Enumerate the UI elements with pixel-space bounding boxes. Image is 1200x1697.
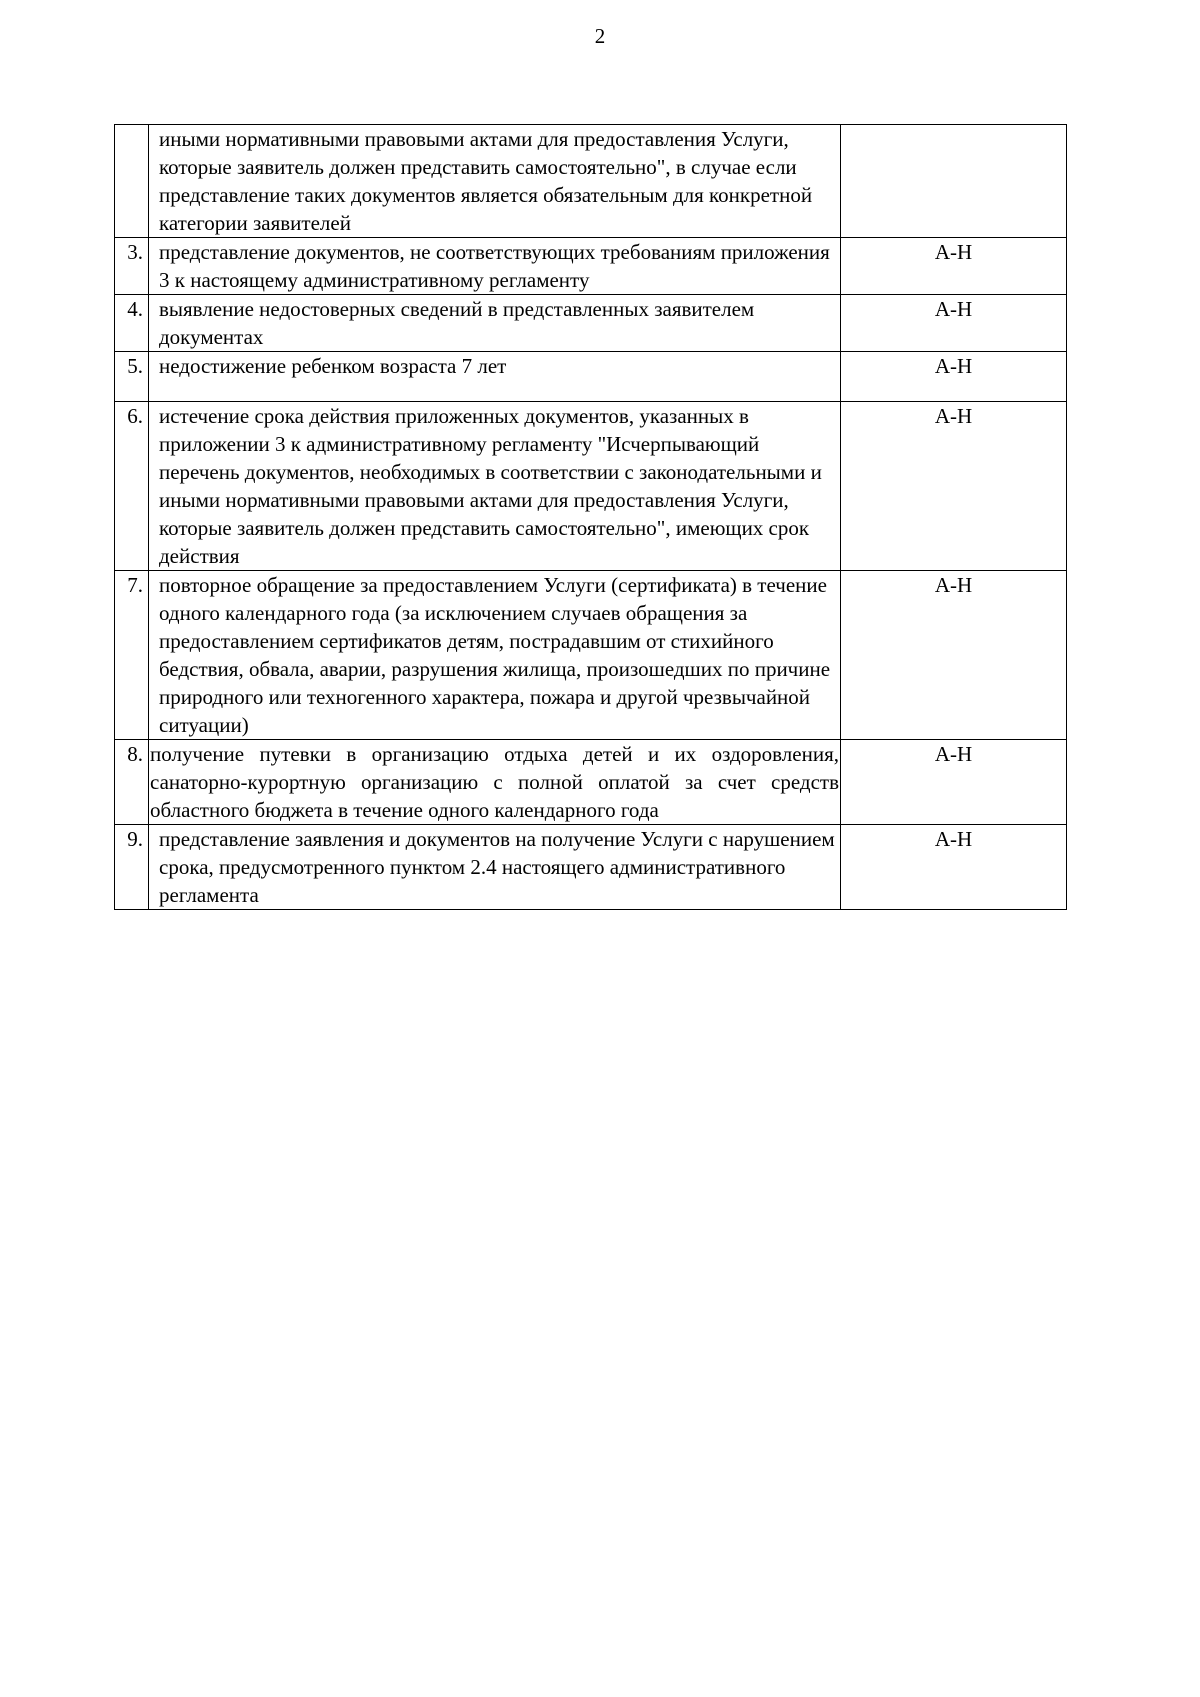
row-text: выявление недостоверных сведений в представленных заявителем документах [149, 295, 841, 352]
row-number: 4. [115, 295, 149, 352]
table-row [115, 825, 1067, 910]
row-code [841, 125, 1067, 238]
row-number: 7. [115, 571, 149, 740]
refusal-grounds-table [114, 124, 1067, 910]
table-row [115, 295, 1067, 352]
row-code: А-Н [841, 295, 1067, 352]
row-text: получение путевки в организацию отдыха детей и их оздоровления, санаторно-курортную организацию с полной оплатой за счет средств областного бюджета в течение одного календарного года [149, 740, 841, 825]
row-code: А-Н [841, 402, 1067, 571]
row-code: А-Н [841, 740, 1067, 825]
row-number: 3. [115, 238, 149, 295]
row-text: представление документов, не соответствующих требованиям приложения 3 к настоящему административному регламенту [149, 238, 841, 295]
row-code: А-Н [841, 571, 1067, 740]
table-row [115, 571, 1067, 740]
row-number [115, 125, 149, 238]
row-text: иными нормативными правовыми актами для предоставления Услуги, которые заявитель должен представить самостоятельно", в случае если представление таких документов является обязательным для конкретной категории заявителей [149, 125, 841, 238]
row-text: повторное обращение за предоставлением Услуги (сертификата) в течение одного календарного года (за исключением случаев обращения за предоставлением сертификатов детям, пострадавшим от стихийного бедствия, обвала, аварии, разрушения жилища, произошедших по причине природного или техногенного характера, пожара и другой чрезвычайной ситуации) [149, 571, 841, 740]
table-row [115, 402, 1067, 571]
row-code: А-Н [841, 238, 1067, 295]
page-number: 2 [594, 24, 606, 48]
table-row [115, 352, 1067, 402]
table-row [115, 238, 1067, 295]
table-row [115, 125, 1067, 238]
row-number: 5. [115, 352, 149, 402]
row-text: представление заявления и документов на получение Услуги с нарушением срока, предусмотренного пунктом 2.4 настоящего административного регламента [149, 825, 841, 910]
row-text: истечение срока действия приложенных документов, указанных в приложении 3 к административному регламенту "Исчерпывающий перечень документов, необходимых в соответствии с законодательными и иными нормативными правовыми актами для предоставления Услуги, которые заявитель должен представить самостоятельно", имеющих срок действия [149, 402, 841, 571]
row-number: 9. [115, 825, 149, 910]
row-code: А-Н [841, 825, 1067, 910]
row-number: 8. [115, 740, 149, 825]
row-text: недостижение ребенком возраста 7 лет [149, 352, 841, 402]
table-row [115, 740, 1067, 825]
row-number: 6. [115, 402, 149, 571]
row-code: А-Н [841, 352, 1067, 402]
